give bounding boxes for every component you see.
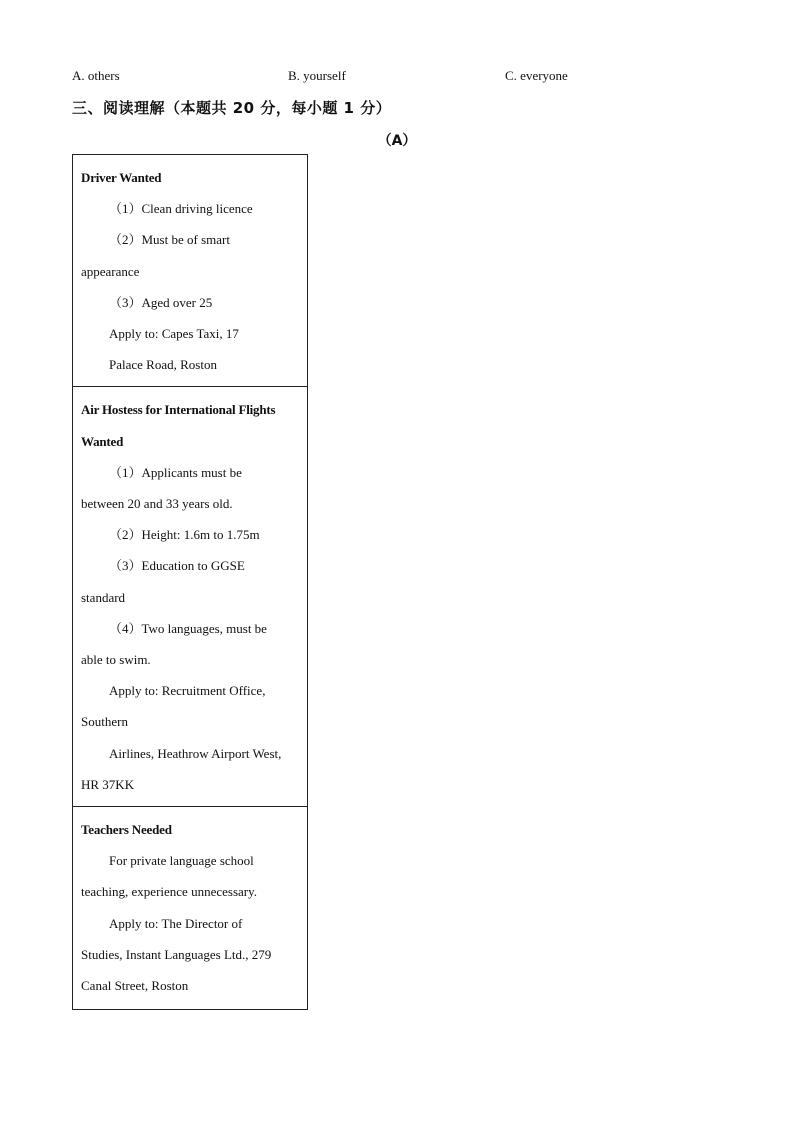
ad-title: Teachers Needed <box>81 822 172 838</box>
ad-line: （3）Aged over 25 <box>109 294 213 310</box>
ad-line: Southern <box>81 714 128 730</box>
ad-line: For private language school <box>109 853 254 869</box>
ad-line: Apply to: Recruitment Office, <box>109 683 266 699</box>
ad-line: （2）Height: 1.6m to 1.75m <box>109 527 260 543</box>
ad-title: Driver Wanted <box>81 170 162 185</box>
ad-line: standard <box>81 589 126 605</box>
option-b: B. yourself <box>288 68 346 83</box>
ad-driver <box>73 155 307 387</box>
ad-teachers <box>73 807 307 1009</box>
ad-line: teaching, experience unnecessary. <box>81 884 258 900</box>
ad-line: Canal Street, Roston <box>81 978 189 994</box>
ad-line: between 20 and 33 years old. <box>81 496 233 512</box>
ad-title-cont: Wanted <box>81 433 124 449</box>
option-c: C. everyone <box>505 68 568 83</box>
answer-options <box>72 68 752 86</box>
ad-line: （4）Two languages, must be <box>109 620 267 636</box>
ad-line: able to swim. <box>81 652 151 668</box>
ad-title: Air Hostess for International Flights <box>81 402 276 418</box>
ad-line: （1）Applicants must be <box>109 464 242 480</box>
ad-line: HR 37KK <box>81 776 135 792</box>
ad-line: appearance <box>81 263 140 279</box>
ad-line: （3）Education to GGSE <box>109 558 245 574</box>
option-a: A. others <box>72 68 120 83</box>
passage-label: （A） <box>377 133 417 149</box>
ad-air-hostess <box>73 387 307 807</box>
ad-line: Airlines, Heathrow Airport West, <box>109 745 282 761</box>
ads-table <box>72 154 308 1010</box>
ad-line: Apply to: The Director of <box>109 915 243 931</box>
ad-line: （1）Clean driving licence <box>109 201 253 217</box>
ad-line: Apply to: Capes Taxi, 17 <box>109 326 239 342</box>
ad-line: Studies, Instant Languages Ltd., 279 <box>81 946 272 962</box>
ad-line: （2）Must be of smart <box>109 232 230 248</box>
ad-line: Palace Road, Roston <box>109 357 217 373</box>
section-heading: 三、阅读理解（本题共 20 分，每小题 1 分） <box>72 99 392 117</box>
